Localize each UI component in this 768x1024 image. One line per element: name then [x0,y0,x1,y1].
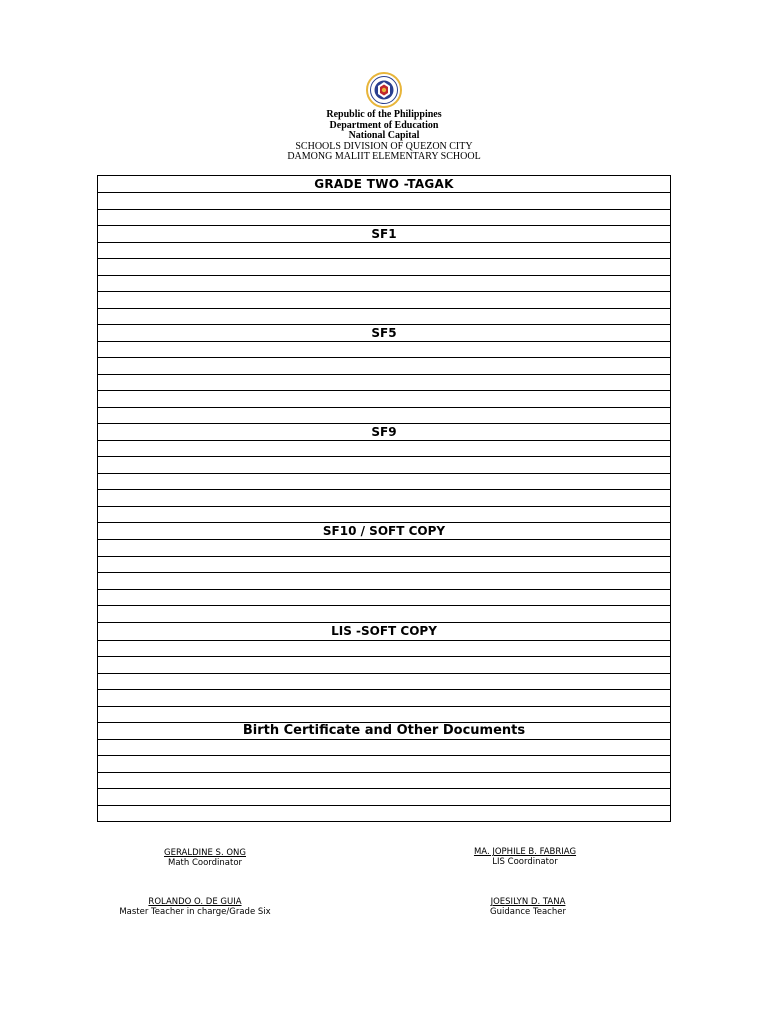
signatory-name: GERALDINE S. ONG [164,848,246,858]
table-row [98,657,670,674]
table-row [98,674,670,690]
table-row [98,342,670,358]
table-row [98,641,670,657]
table-row [98,557,670,573]
signatory-guidance-teacher [463,897,593,917]
header-country: Republic of the Philippines [326,109,442,120]
header-region: National Capital [348,130,420,141]
signatory-master-teacher [110,897,280,917]
table-row [98,375,670,391]
table-row [98,707,670,723]
table-row [98,540,670,557]
section-row-sf5 [98,324,670,342]
section-label-sf1: SF1 [371,227,397,241]
table-row [98,292,670,309]
grade-section-title: GRADE TWO -TAGAK [314,177,454,191]
document-header [0,110,768,163]
signatory-role: Master Teacher in charge/Grade Six [119,907,271,917]
header-school: DAMONG MALIIT ELEMENTARY SCHOOL [287,151,481,162]
signatory-role: Guidance Teacher [490,907,566,917]
table-row [98,507,670,523]
table-row [98,210,670,226]
checklist-table [97,175,671,822]
table-row [98,441,670,457]
signatory-name: ROLANDO O. DE GUIA [148,897,242,907]
header-division: SCHOOLS DIVISION OF QUEZON CITY [295,140,473,152]
signatory-role: Math Coordinator [167,858,243,868]
section-label-sf10: SF10 / SOFT COPY [322,524,446,538]
section-label-lis: LIS -SOFT COPY [331,624,437,638]
signatory-lis-coordinator [450,847,600,867]
table-row [98,806,670,821]
table-row [98,490,670,507]
table-row [98,740,670,756]
table-row [98,590,670,606]
table-row [98,358,670,375]
table-row [98,309,670,325]
section-row-sf10 [98,522,670,540]
signatory-math-coordinator [140,848,270,868]
signatory-role: LIS Coordinator [492,857,558,867]
table-row [98,391,670,408]
section-label-birth-certificate: Birth Certificate and Other Documents [242,723,526,738]
table-row [98,474,670,490]
section-row-sf9 [98,423,670,441]
table-row [98,457,670,474]
section-label-sf5: SF5 [371,326,397,340]
table-row [98,690,670,707]
table-row [98,573,670,590]
signatory-name: JOESILYN D. TANA [490,897,566,907]
header-department: Department of Education [329,119,439,131]
table-title-row [98,176,670,193]
section-label-sf9: SF9 [371,425,397,439]
table-row [98,756,670,773]
table-row [98,773,670,789]
section-row-birth-certificate [98,722,670,740]
section-row-sf1 [98,225,670,243]
table-row [98,243,670,259]
section-row-lis [98,623,670,641]
table-row [98,276,670,292]
table-row [98,606,670,623]
signatory-name: MA. JOPHILE B. FABRIAG [473,847,577,857]
table-row [98,259,670,276]
table-row [98,789,670,806]
table-row [98,193,670,210]
table-row [98,408,670,424]
deped-seal-icon [366,72,402,108]
